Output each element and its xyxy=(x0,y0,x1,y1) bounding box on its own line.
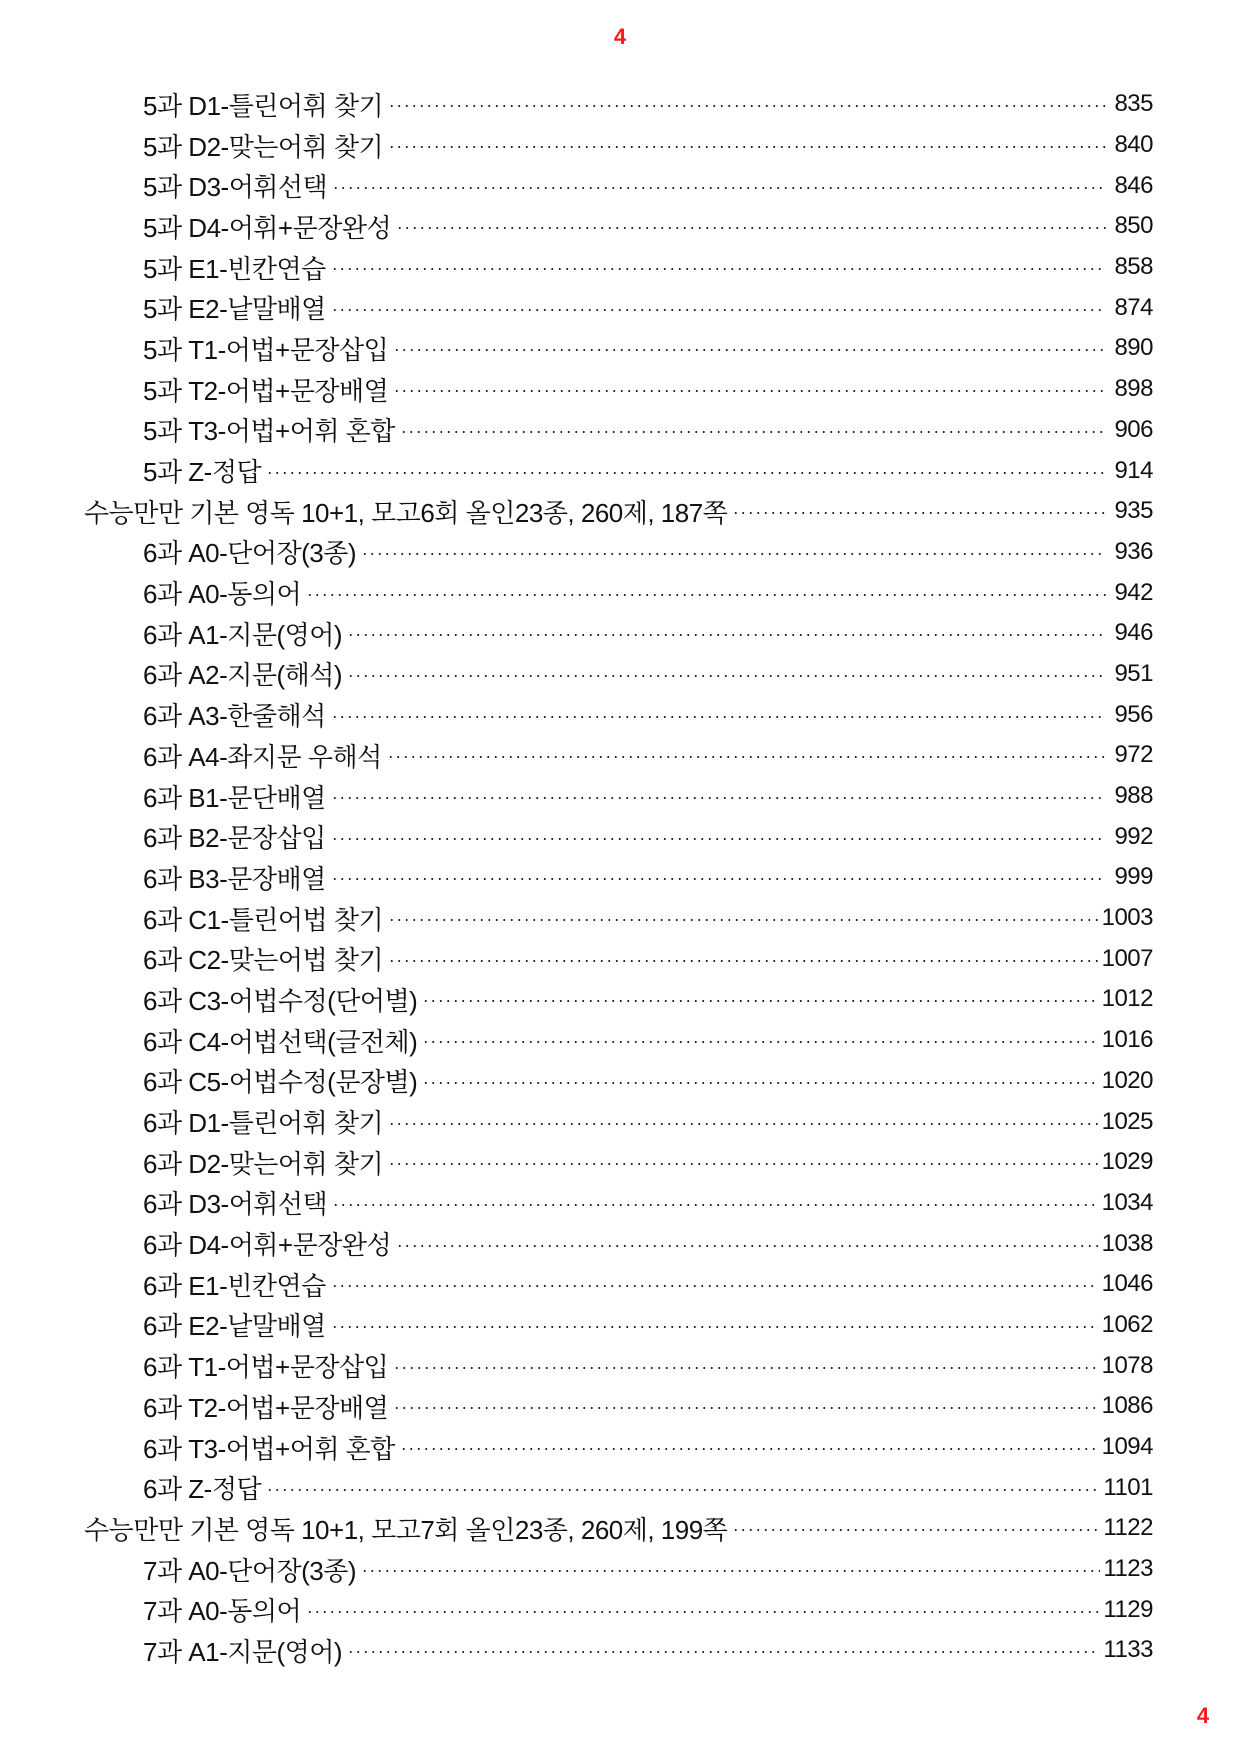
dot-leader xyxy=(388,1163,1098,1165)
toc-page-number: 1003 xyxy=(1101,904,1153,932)
toc-entry-row[interactable] xyxy=(0,84,1153,125)
toc-title: 5과 Z-정답 xyxy=(143,452,263,489)
toc-page-number: 1025 xyxy=(1101,1107,1153,1135)
toc-title: 7과 A0-단어장(3종) xyxy=(143,1551,358,1588)
toc-entry-row[interactable] xyxy=(0,776,1153,817)
dot-leader xyxy=(393,1367,1098,1369)
toc-title: 5과 E1-빈칸연습 xyxy=(143,249,328,286)
toc-page-number: 951 xyxy=(1114,659,1153,687)
toc-page-number: 1122 xyxy=(1103,1514,1153,1542)
toc-page-number: 1046 xyxy=(1101,1270,1153,1298)
toc-page-number: 1129 xyxy=(1103,1595,1153,1623)
toc-title: 6과 A1-지문(영어) xyxy=(143,615,344,652)
toc-title: 6과 B2-문장삽입 xyxy=(143,818,328,855)
toc-entry-row[interactable] xyxy=(0,328,1153,369)
toc-page-number: 1094 xyxy=(1101,1433,1153,1461)
toc-entry-row[interactable] xyxy=(0,816,1153,857)
toc-title: 6과 D1-틀린어휘 찾기 xyxy=(143,1103,385,1140)
toc-title: 5과 T1-어법+문장삽입 xyxy=(143,330,390,367)
toc-entry-row[interactable] xyxy=(0,206,1153,247)
toc-page-number: 835 xyxy=(1114,90,1153,118)
dot-leader xyxy=(387,756,1106,758)
toc-page-number: 936 xyxy=(1114,537,1153,565)
toc-page-number: 1133 xyxy=(1103,1636,1153,1664)
toc-title: 6과 C1-틀린어법 찾기 xyxy=(143,900,385,937)
dot-leader xyxy=(331,1285,1099,1287)
dot-leader xyxy=(306,594,1106,596)
toc-title: 수능만만 기본 영독 10+1, 모고7회 올인23종, 260제, 199쪽 xyxy=(84,1510,729,1547)
dot-leader xyxy=(388,146,1106,148)
dot-leader xyxy=(400,431,1106,433)
toc-entry-row[interactable] xyxy=(0,694,1153,735)
toc-entry-row[interactable] xyxy=(0,1386,1153,1427)
toc-page-number: 942 xyxy=(1114,578,1153,606)
dot-leader xyxy=(393,1407,1098,1409)
toc-entry-row[interactable] xyxy=(0,654,1153,695)
toc-entry-row[interactable] xyxy=(0,979,1153,1020)
toc-title: 5과 T3-어법+어휘 혼합 xyxy=(143,411,397,448)
toc-page-number: 992 xyxy=(1114,822,1153,850)
dot-leader xyxy=(400,1448,1099,1450)
toc-title: 7과 A1-지문(영어) xyxy=(143,1632,344,1669)
toc-page-number: 1020 xyxy=(1101,1066,1153,1094)
toc-title: 6과 A3-한줄해석 xyxy=(143,696,328,733)
toc-entry-row[interactable] xyxy=(0,1467,1153,1508)
toc-page-number: 898 xyxy=(1114,375,1153,403)
dot-leader xyxy=(306,1611,1100,1613)
dot-leader xyxy=(347,634,1106,636)
dot-leader xyxy=(331,878,1106,880)
toc-entry-row[interactable] xyxy=(0,1020,1153,1061)
table-of-contents xyxy=(0,84,1240,1671)
toc-entry-row[interactable] xyxy=(0,165,1153,206)
toc-entry-row[interactable] xyxy=(0,1549,1153,1590)
dot-leader xyxy=(388,960,1098,962)
toc-page-number: 1012 xyxy=(1101,985,1153,1013)
toc-entry-row[interactable] xyxy=(0,1305,1153,1346)
dot-leader xyxy=(266,1489,1100,1491)
toc-page-number: 874 xyxy=(1114,293,1153,321)
toc-title: 6과 A2-지문(해석) xyxy=(143,655,344,692)
dot-leader xyxy=(331,268,1106,270)
toc-entry-row[interactable] xyxy=(0,1589,1153,1630)
toc-title: 6과 E2-낱말배열 xyxy=(143,1306,328,1343)
page-number-bottom: 4 xyxy=(1196,1703,1210,1728)
toc-entry-row[interactable] xyxy=(0,613,1153,654)
toc-title: 6과 D3-어휘선택 xyxy=(143,1184,329,1221)
toc-page-number: 972 xyxy=(1114,741,1153,769)
dot-leader xyxy=(331,716,1106,718)
dot-leader xyxy=(347,675,1106,677)
toc-entry-row[interactable] xyxy=(0,1061,1153,1102)
toc-page-number: 1038 xyxy=(1101,1229,1153,1257)
toc-entry-row[interactable] xyxy=(0,572,1153,613)
dot-leader xyxy=(332,1204,1098,1206)
toc-section-row[interactable] xyxy=(0,491,1153,532)
dot-leader xyxy=(396,227,1106,229)
dot-leader xyxy=(422,1041,1098,1043)
toc-title: 6과 Z-정답 xyxy=(143,1469,263,1506)
dot-leader xyxy=(361,1570,1100,1572)
toc-title: 6과 D4-어휘+문장완성 xyxy=(143,1225,393,1262)
toc-title: 수능만만 기본 영독 10+1, 모고6회 올인23종, 260제, 187쪽 xyxy=(84,493,729,530)
dot-leader xyxy=(347,1651,1100,1653)
toc-title: 6과 C3-어법수정(단어별) xyxy=(143,981,419,1018)
toc-section-row[interactable] xyxy=(0,1508,1153,1549)
toc-entry-row[interactable] xyxy=(0,369,1153,410)
toc-page-number: 858 xyxy=(1114,253,1153,281)
toc-page-number: 890 xyxy=(1114,334,1153,362)
dot-leader xyxy=(732,1529,1100,1531)
toc-entry-row[interactable] xyxy=(0,1345,1153,1386)
dot-leader xyxy=(422,1082,1098,1084)
dot-leader xyxy=(388,919,1098,921)
toc-entry-row[interactable] xyxy=(0,1142,1153,1183)
toc-page-number: 1016 xyxy=(1101,1026,1153,1054)
toc-title: 6과 E1-빈칸연습 xyxy=(143,1266,328,1303)
toc-entry-row[interactable] xyxy=(0,1223,1153,1264)
toc-title: 6과 D2-맞는어휘 찾기 xyxy=(143,1144,385,1181)
toc-title: 6과 T2-어법+문장배열 xyxy=(143,1388,390,1425)
page-number-top: 4 xyxy=(613,24,627,49)
toc-page-number: 850 xyxy=(1114,212,1153,240)
toc-title: 7과 A0-동의어 xyxy=(143,1591,303,1628)
toc-title: 6과 C4-어법선택(글전체) xyxy=(143,1022,419,1059)
toc-entry-row[interactable] xyxy=(0,125,1153,166)
toc-title: 6과 C5-어법수정(문장별) xyxy=(143,1062,419,1099)
toc-page-number: 1029 xyxy=(1101,1148,1153,1176)
toc-entry-row[interactable] xyxy=(0,450,1153,491)
toc-entry-row[interactable] xyxy=(0,857,1153,898)
toc-entry-row[interactable] xyxy=(0,1101,1153,1142)
toc-title: 5과 D3-어휘선택 xyxy=(143,167,329,204)
toc-page-number: 1078 xyxy=(1101,1351,1153,1379)
dot-leader xyxy=(732,512,1106,514)
toc-entry-row[interactable] xyxy=(0,1427,1153,1468)
toc-title: 6과 B3-문장배열 xyxy=(143,859,328,896)
toc-title: 6과 A0-단어장(3종) xyxy=(143,533,358,570)
dot-leader xyxy=(396,1245,1099,1247)
dot-leader xyxy=(393,349,1106,351)
toc-page-number: 988 xyxy=(1114,782,1153,810)
toc-entry-row[interactable] xyxy=(0,410,1153,451)
dot-leader xyxy=(332,187,1106,189)
toc-page-number: 999 xyxy=(1114,863,1153,891)
toc-title: 6과 A4-좌지문 우해석 xyxy=(143,737,384,774)
dot-leader xyxy=(388,1123,1098,1125)
toc-page-number: 946 xyxy=(1114,619,1153,647)
toc-page-number: 1007 xyxy=(1101,944,1153,972)
toc-page-number: 1086 xyxy=(1101,1392,1153,1420)
toc-entry-row[interactable] xyxy=(0,1264,1153,1305)
toc-entry-row[interactable] xyxy=(0,287,1153,328)
toc-entry-row[interactable] xyxy=(0,938,1153,979)
toc-title: 5과 D1-틀린어휘 찾기 xyxy=(143,86,385,123)
toc-page-number: 956 xyxy=(1114,700,1153,728)
toc-page-number: 1123 xyxy=(1103,1555,1153,1583)
toc-page-number: 1101 xyxy=(1103,1473,1153,1501)
dot-leader xyxy=(331,797,1106,799)
toc-page-number: 935 xyxy=(1114,497,1153,525)
dot-leader xyxy=(361,553,1106,555)
toc-title: 6과 T1-어법+문장삽입 xyxy=(143,1347,390,1384)
toc-entry-row[interactable] xyxy=(0,735,1153,776)
toc-title: 5과 D4-어휘+문장완성 xyxy=(143,208,393,245)
toc-title: 5과 T2-어법+문장배열 xyxy=(143,371,390,408)
toc-title: 5과 D2-맞는어휘 찾기 xyxy=(143,127,385,164)
dot-leader xyxy=(388,105,1106,107)
dot-leader xyxy=(331,309,1106,311)
toc-page-number: 840 xyxy=(1114,131,1153,159)
toc-title: 6과 C2-맞는어법 찾기 xyxy=(143,940,385,977)
dot-leader xyxy=(422,1000,1098,1002)
toc-title: 6과 T3-어법+어휘 혼합 xyxy=(143,1429,397,1466)
toc-page-number: 1062 xyxy=(1101,1310,1153,1338)
dot-leader xyxy=(331,838,1106,840)
toc-title: 5과 E2-낱말배열 xyxy=(143,289,328,326)
toc-entry-row[interactable] xyxy=(0,898,1153,939)
toc-entry-row[interactable] xyxy=(0,1183,1153,1224)
dot-leader xyxy=(266,472,1106,474)
toc-entry-row[interactable] xyxy=(0,532,1153,573)
dot-leader xyxy=(331,1326,1099,1328)
toc-page-number: 906 xyxy=(1114,415,1153,443)
toc-entry-row[interactable] xyxy=(0,247,1153,288)
toc-title: 6과 B1-문단배열 xyxy=(143,778,328,815)
toc-page-number: 846 xyxy=(1114,171,1153,199)
toc-page-number: 1034 xyxy=(1101,1188,1153,1216)
toc-entry-row[interactable] xyxy=(0,1630,1153,1671)
dot-leader xyxy=(393,390,1106,392)
toc-title: 6과 A0-동의어 xyxy=(143,574,303,611)
toc-page-number: 914 xyxy=(1114,456,1153,484)
